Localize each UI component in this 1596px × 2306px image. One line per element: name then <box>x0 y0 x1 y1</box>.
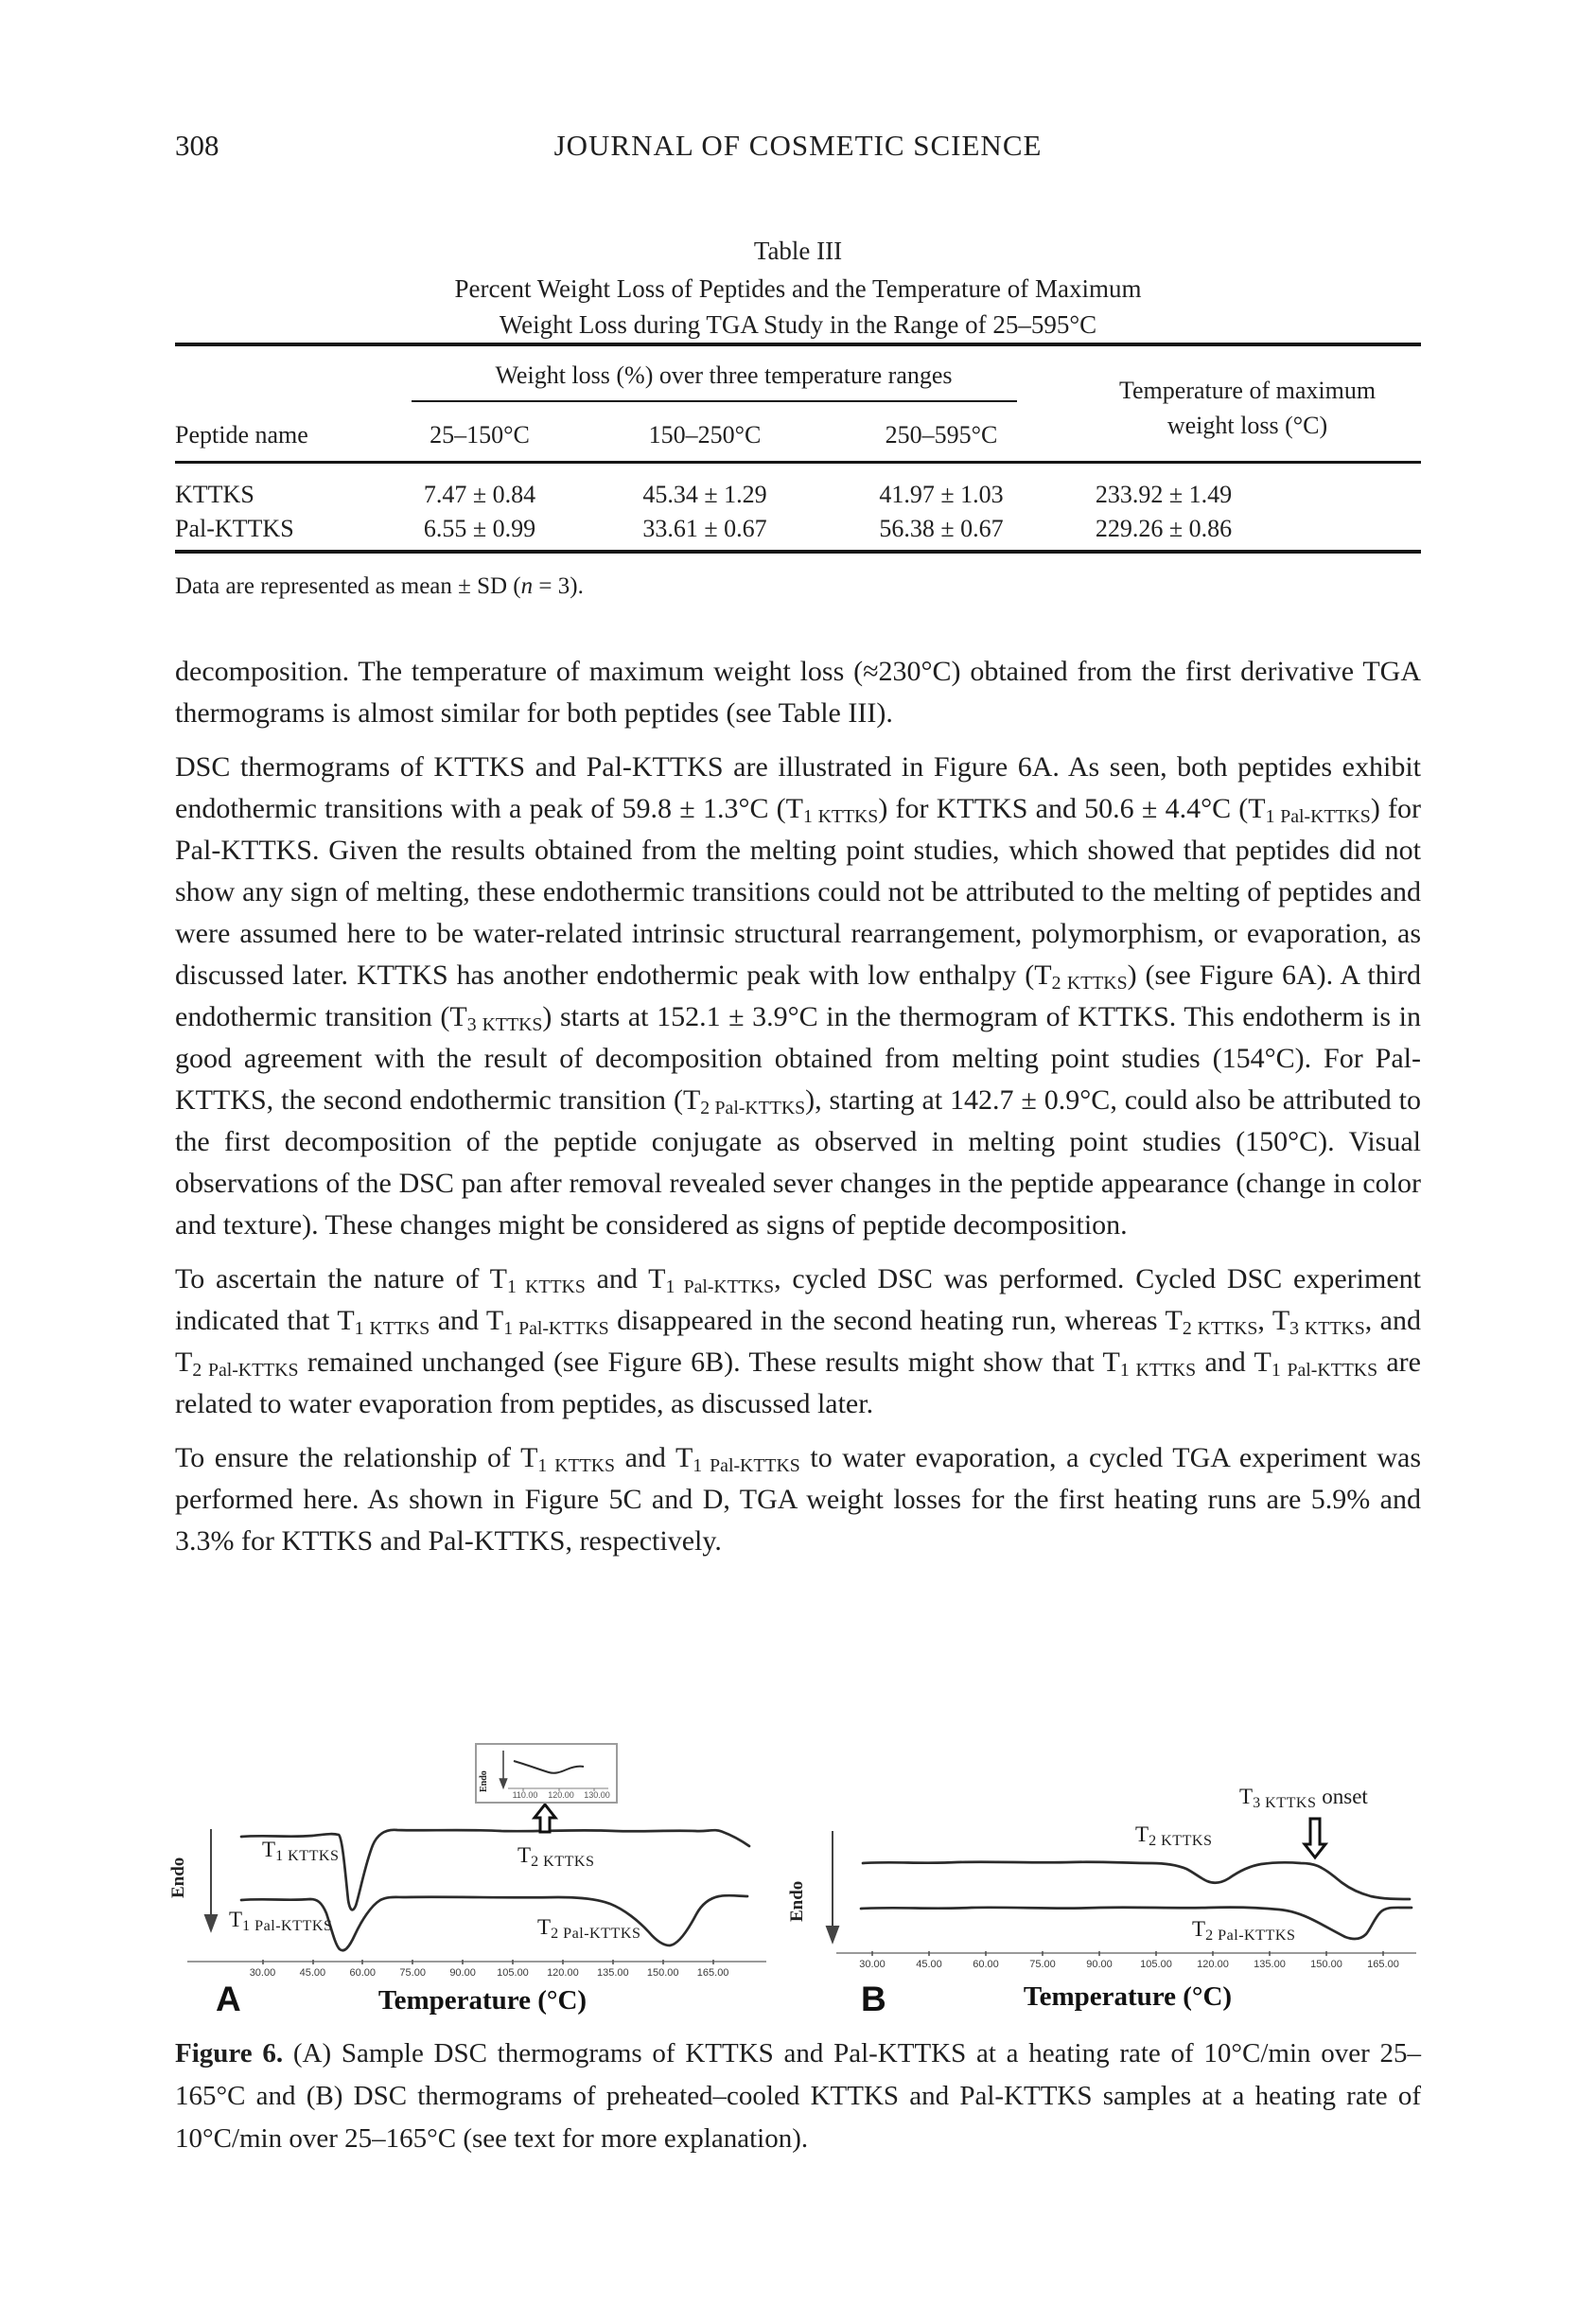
panel-letter-a: A <box>216 1980 241 2018</box>
paragraph-3: To ascertain the nature of $T_{1 KTTKS}$ and $T_{1 Pal-KTTKS}$, cycled DSC was performed. Cycled DSC experiment indicated that $T_{1 KTTKS}$ and $T_{1 Pal-KTTKS}$ disappeared in the second heating run, whereas $T_{2 KTTKS}$, $T_{3 KTTKS}$, and $T_{2 Pal-KTTKS}$ remained unchanged (see Figure 6B). These results might show that $T_{1 KTTKS}$ and $T_{1 Pal-KTTKS}$ are related to water evaporation from peptides, as discussed later. <box>175 1263 1421 1419</box>
table-cell-value: 233.92 ± 1.49 <box>1095 481 1233 508</box>
x-axis-title-a: Temperature (°C) <box>377 1985 588 2016</box>
table-rule-mid <box>175 461 1421 464</box>
axis-tick-label: 120.00 <box>548 1790 574 1800</box>
x-axis <box>187 1960 766 1964</box>
table-cell-value: 6.55 ± 0.99 <box>423 515 536 542</box>
table-cell-value: 229.26 ± 0.86 <box>1095 515 1233 542</box>
axis-tick-label: 120.00 <box>1197 1959 1229 1970</box>
page-number: 308 <box>175 129 219 162</box>
axis-tick-label: 90.00 <box>1086 1959 1113 1970</box>
x-axis-ticks-b <box>844 1959 1412 1970</box>
page-header <box>175 129 1421 170</box>
inset-endo-axis-label: Endo <box>479 1770 489 1792</box>
figure-6-panel-a <box>161 1732 785 2025</box>
body-text <box>175 651 1421 1575</box>
axis-tick-label: 150.00 <box>646 1967 679 1979</box>
curve-label-t2-pal-kttks: $T_{2 Pal-KTTKS}$ <box>1192 1917 1296 1945</box>
table-cell-peptide: Pal-KTTKS <box>175 515 294 542</box>
figure-6 <box>161 1732 1440 2025</box>
figure-6-panel-b <box>787 1732 1440 2025</box>
table-cell-value: 45.34 ± 1.29 <box>642 481 767 508</box>
endo-axis-arrow <box>827 1831 838 1942</box>
axis-tick-label: 105.00 <box>1140 1959 1172 1970</box>
table-footnote: Data are represented as mean ± SD (n = 3). <box>175 573 584 599</box>
curve-label-t2-kttks: $T_{2 KTTKS}$ <box>1135 1822 1213 1850</box>
paragraph-2: DSC thermograms of KTTKS and Pal-KTTKS are illustrated in Figure 6A. As seen, both peptides exhibit endothermic transitions with a peak of 59.8 ± 1.3°C $(T_{1 KTTKS})$ for KTTKS and 50.6 ± 4.4°C $(T_{1 Pal-KTTKS})$ for Pal-KTTKS. Given the results obtained from the melting point studies, which showed that peptides did not show any sign of melting, these endothermic transitions could not be attributed to the melting of peptides and were assumed here to be water-related intrinsic structural rearrangement, polymorphism, or evaporation, as discussed later. KTTKS has another endothermic peak with low enthalpy $(T_{2 KTTKS})$ (see Figure 6A). A third endothermic transition $(T_{3 KTTKS})$ starts at 152.1 ± 3.9°C in the thermogram of KTTKS. This endotherm is in good agreement with the result of decomposition obtained from melting point studies (154°C). For Pal-KTTKS, the second endothermic transition $(T_{2 Pal-KTTKS})$, starting at 142.7 ± 0.9°C, could also be attributed to the first decomposition of the peptide conjugate as observed in melting point studies (150°C). Visual observations of the DSC pan after removal revealed sever changes in the peptide appearance (change in color and texture). These changes might be considered as signs of peptide decomposition. <box>175 751 1422 1241</box>
x-axis-ticks-a <box>237 1967 738 1979</box>
curve-label-t1-kttks: $T_{1 KTTKS}$ <box>262 1838 340 1865</box>
table-cell-value: 56.38 ± 0.67 <box>879 515 1004 542</box>
axis-tick-label: 110.00 <box>512 1790 538 1800</box>
kttks-curve <box>863 1862 1410 1899</box>
endo-axis-label: Endo <box>787 1880 807 1922</box>
axis-tick-label: 165.00 <box>1367 1959 1399 1970</box>
table-col-header-range2: 150–250°C <box>648 421 762 449</box>
axis-tick-label: 135.00 <box>1254 1959 1286 1970</box>
figure-6-caption: Figure 6. (A) Sample DSC thermograms of KTTKS and Pal-KTTKS at a heating rate of 10°C/min over 25–165°C and (B) DSC thermograms of preheated–cooled KTTKS and Pal-KTTKS samples at a heating rate of 10°C/min over 25–165°C (see text for more explanation). <box>175 2038 1421 2154</box>
dsc-thermogram-plot-a <box>161 1732 785 2025</box>
t3-onset-down-arrow <box>1305 1819 1325 1857</box>
table-col-header-peptide: Peptide name <box>175 421 308 449</box>
axis-tick-label: 30.00 <box>249 1967 276 1979</box>
table-cell-value: 33.61 ± 0.67 <box>642 515 767 542</box>
table-3 <box>175 227 1421 615</box>
curve-label-t3-kttks-onset: $T_{3 KTTKS}$ onset <box>1239 1785 1368 1812</box>
endo-axis-label: Endo <box>168 1857 188 1898</box>
pal-kttks-curve <box>861 1908 1412 1939</box>
axis-tick-label: 60.00 <box>973 1959 999 1970</box>
table-rule-bottom <box>175 550 1421 554</box>
axis-tick-label: 135.00 <box>596 1967 629 1979</box>
journal-title: JOURNAL OF COSMETIC SCIENCE <box>553 129 1043 162</box>
x-axis-title-b: Temperature (°C) <box>1023 1981 1233 2012</box>
axis-tick-label: 105.00 <box>497 1967 529 1979</box>
inset-x-ticks <box>507 1790 615 1800</box>
axis-tick-label: 30.00 <box>859 1959 886 1970</box>
axis-tick-label: 75.00 <box>1029 1959 1056 1970</box>
table-col-header-range3: 250–595°C <box>885 421 998 449</box>
table-spanner-header: Weight loss (%) over three temperature ranges <box>495 361 953 389</box>
table-cell-value: 41.97 ± 1.03 <box>879 481 1004 508</box>
axis-tick-label: 90.00 <box>449 1967 476 1979</box>
axis-tick-label: 45.00 <box>916 1959 942 1970</box>
table-col-header-range1: 25–150°C <box>430 421 530 449</box>
table-cell-peptide: KTTKS <box>175 481 254 508</box>
paragraph-4: To ensure the relationship of $T_{1 KTTKS}$ and $T_{1 Pal-KTTKS}$ to water evaporation, a cycled TGA experiment was performed here. As shown in Figure 5C and D, TGA weight losses for the first heating runs are 5.9% and 3.3% for KTTKS and Pal-KTTKS, respectively. <box>175 1442 1422 1557</box>
curve-label-t2-pal-kttks: $T_{2 Pal-KTTKS}$ <box>537 1915 641 1943</box>
paragraph-1: decomposition. The temperature of maximum weight loss (≈230°C) obtained from the first derivative TGA thermograms is almost similar for both peptides (see Table III). <box>175 656 1421 729</box>
panel-letter-b: B <box>861 1980 886 2018</box>
curve-label-t1-pal-kttks: $T_{1 Pal-KTTKS}$ <box>229 1908 333 1935</box>
axis-tick-label: 60.00 <box>349 1967 377 1979</box>
axis-tick-label: 75.00 <box>399 1967 426 1979</box>
axis-tick-label: 130.00 <box>584 1790 610 1800</box>
table-rule-top <box>175 343 1421 346</box>
inset-endo-arrow <box>500 1751 507 1787</box>
axis-tick-label: 150.00 <box>1310 1959 1342 1970</box>
table-spanner-rule <box>412 400 1017 402</box>
inset-pointer-up-arrow <box>535 1804 555 1832</box>
table-caption-line1: Percent Weight Loss of Peptides and the Temperature of Maximum <box>454 274 1142 303</box>
table-col-header-tmax-line1: Temperature of maximum <box>1118 377 1377 404</box>
axis-tick-label: 45.00 <box>299 1967 326 1979</box>
table-cell-value: 7.47 ± 0.84 <box>423 481 536 508</box>
table-title: Table III <box>753 237 843 265</box>
axis-tick-label: 165.00 <box>696 1967 729 1979</box>
endo-axis-arrow <box>205 1829 217 1930</box>
x-axis <box>836 1951 1416 1956</box>
table-caption-line2: Weight Loss during TGA Study in the Range of 25–595°C <box>499 310 1097 339</box>
inset-curve <box>514 1761 584 1773</box>
curve-label-t2-kttks: $T_{2 KTTKS}$ <box>517 1843 595 1871</box>
axis-tick-label: 120.00 <box>547 1967 579 1979</box>
inset-magnified-t2-kttks <box>475 1743 618 1804</box>
table-col-header-tmax-line2: weight loss (°C) <box>1166 412 1328 439</box>
